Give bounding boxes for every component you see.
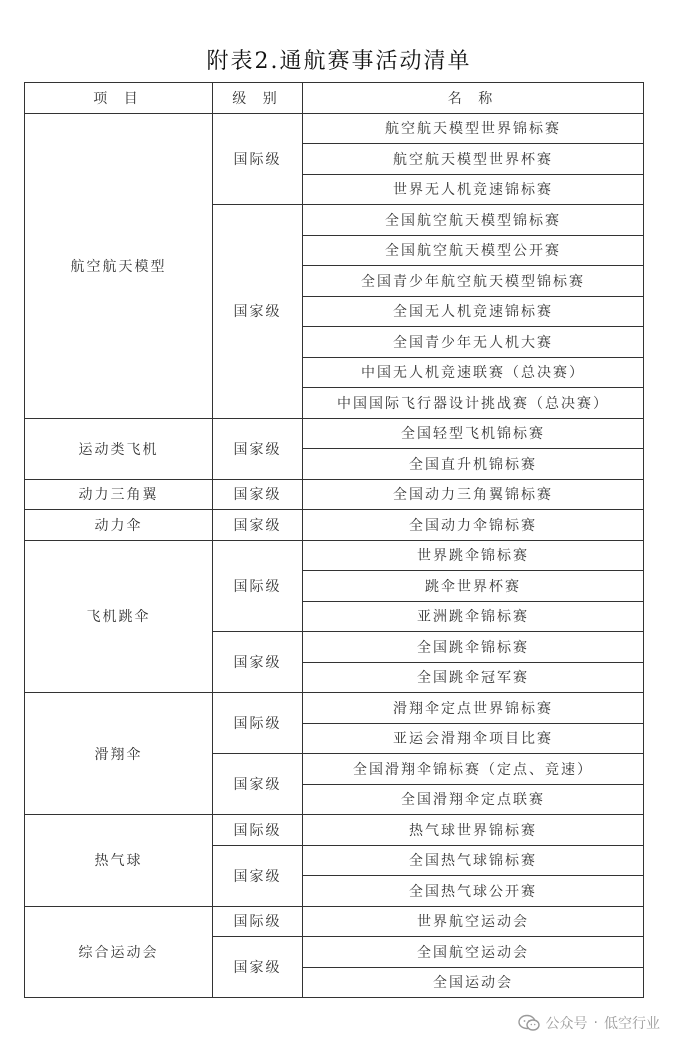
level-cell: 国际级: [213, 540, 303, 632]
level-cell: 国家级: [213, 205, 303, 419]
event-name-cell: 世界航空运动会: [303, 906, 644, 937]
event-name-cell: 全国滑翔伞定点联赛: [303, 784, 644, 815]
level-cell: 国际级: [213, 693, 303, 754]
event-name-cell: 全国轻型飞机锦标赛: [303, 418, 644, 449]
header-name: 名 称: [303, 83, 644, 114]
level-cell: 国际级: [213, 113, 303, 205]
event-name-cell: 全国青少年无人机大赛: [303, 327, 644, 358]
level-cell: 国家级: [213, 937, 303, 998]
event-name-cell: 世界无人机竞速锦标赛: [303, 174, 644, 205]
event-name-cell: 滑翔伞定点世界锦标赛: [303, 693, 644, 724]
event-name-cell: 航空航天模型世界杯赛: [303, 144, 644, 175]
event-name-cell: 全国动力伞锦标赛: [303, 510, 644, 541]
project-cell: 飞机跳伞: [25, 540, 213, 693]
event-name-cell: 中国无人机竞速联赛（总决赛）: [303, 357, 644, 388]
table-row: [25, 418, 644, 449]
event-name-cell: 全国航空航天模型锦标赛: [303, 205, 644, 236]
event-name-cell: 全国青少年航空航天模型锦标赛: [303, 266, 644, 297]
table-row: [25, 540, 644, 571]
table-header-row: [25, 83, 644, 114]
table-row: [25, 693, 644, 724]
event-name-cell: 全国航空航天模型公开赛: [303, 235, 644, 266]
event-name-cell: 全国动力三角翼锦标赛: [303, 479, 644, 510]
table-body: [25, 113, 644, 998]
event-name-cell: 全国无人机竞速锦标赛: [303, 296, 644, 327]
table-row: [25, 510, 644, 541]
level-cell: 国家级: [213, 418, 303, 479]
table-row: [25, 479, 644, 510]
event-name-cell: 全国运动会: [303, 967, 644, 998]
event-name-cell: 亚洲跳伞锦标赛: [303, 601, 644, 632]
table-row: [25, 906, 644, 937]
event-name-cell: 全国热气球公开赛: [303, 876, 644, 907]
wechat-icon: [518, 1014, 540, 1032]
header-project: 项 目: [25, 83, 213, 114]
document-title: 附表2.通航赛事活动清单: [206, 49, 472, 74]
project-cell: 滑翔伞: [25, 693, 213, 815]
event-name-cell: 全国直升机锦标赛: [303, 449, 644, 480]
table-row: [25, 113, 644, 144]
event-name-cell: 全国航空运动会: [303, 937, 644, 968]
project-cell: 综合运动会: [25, 906, 213, 998]
event-name-cell: 全国跳伞锦标赛: [303, 632, 644, 663]
event-name-cell: 世界跳伞锦标赛: [303, 540, 644, 571]
level-cell: 国家级: [213, 754, 303, 815]
table-row: [25, 815, 644, 846]
watermark-separator: ·: [593, 1015, 598, 1031]
event-table: [24, 82, 644, 998]
event-name-cell: 全国滑翔伞锦标赛（定点、竞速）: [303, 754, 644, 785]
event-name-cell: 全国热气球锦标赛: [303, 845, 644, 876]
level-cell: 国家级: [213, 632, 303, 693]
header-level: 级 别: [213, 83, 303, 114]
watermark-account: 公众号: [545, 1016, 588, 1032]
level-cell: 国际级: [213, 815, 303, 846]
level-cell: 国家级: [213, 845, 303, 906]
project-cell: 动力伞: [25, 510, 213, 541]
watermark-name: 低空行业: [604, 1016, 660, 1032]
event-name-cell: 跳伞世界杯赛: [303, 571, 644, 602]
level-cell: 国家级: [213, 510, 303, 541]
event-name-cell: 热气球世界锦标赛: [303, 815, 644, 846]
project-cell: 动力三角翼: [25, 479, 213, 510]
project-cell: 运动类飞机: [25, 418, 213, 479]
event-name-cell: 全国跳伞冠军赛: [303, 662, 644, 693]
event-name-cell: 航空航天模型世界锦标赛: [303, 113, 644, 144]
level-cell: 国家级: [213, 479, 303, 510]
event-name-cell: 中国国际飞行器设计挑战赛（总决赛）: [303, 388, 644, 419]
project-cell: 热气球: [25, 815, 213, 907]
watermark: [518, 1011, 660, 1035]
project-cell: 航空航天模型: [25, 113, 213, 418]
event-name-cell: 亚运会滑翔伞项目比赛: [303, 723, 644, 754]
level-cell: 国际级: [213, 906, 303, 937]
